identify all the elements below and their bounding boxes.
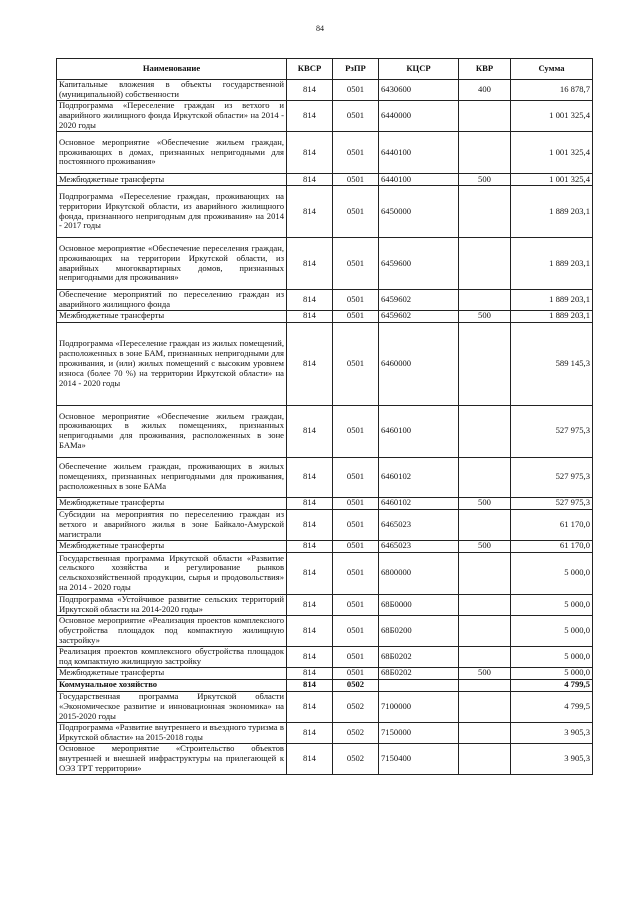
table-row (57, 80, 593, 101)
cell-kvsr: 814 (287, 322, 333, 405)
cell-kvsr: 814 (287, 186, 333, 238)
cell-kvr (459, 691, 511, 722)
table-row (57, 174, 593, 186)
cell-sum: 589 145,3 (511, 322, 593, 405)
table-row (57, 743, 593, 774)
cell-kvsr: 814 (287, 691, 333, 722)
cell-kcsr: 68Б0000 (379, 594, 459, 615)
header-kcsr: КЦСР (379, 59, 459, 80)
cell-kvsr: 814 (287, 646, 333, 667)
table-row (57, 310, 593, 322)
cell-kcsr: 68Б0202 (379, 646, 459, 667)
header-kvr: КВР (459, 59, 511, 80)
cell-kvr (459, 679, 511, 691)
cell-kcsr: 6460100 (379, 405, 459, 457)
cell-kcsr: 6459602 (379, 290, 459, 311)
table-row (57, 679, 593, 691)
cell-kvr: 500 (459, 174, 511, 186)
cell-kcsr: 6450000 (379, 186, 459, 238)
table-row (57, 457, 593, 497)
table-row (57, 101, 593, 132)
table-row (57, 497, 593, 509)
cell-kcsr: 6465023 (379, 509, 459, 540)
cell-rzpr: 0501 (333, 174, 379, 186)
table-row (57, 132, 593, 174)
cell-rzpr: 0501 (333, 615, 379, 646)
cell-rzpr: 0501 (333, 509, 379, 540)
cell-kvr (459, 405, 511, 457)
cell-rzpr: 0501 (333, 322, 379, 405)
cell-kvr: 500 (459, 540, 511, 552)
cell-sum: 1 889 203,1 (511, 290, 593, 311)
cell-sum: 16 878,7 (511, 80, 593, 101)
cell-name: Подпрограмма «Переселение граждан, проживающих на территории Иркутской области, из аварийного жилищного фонда, признанного непригодным для проживания» на 2014 - 2017 годы (57, 186, 287, 238)
table-row (57, 290, 593, 311)
cell-kvsr: 814 (287, 540, 333, 552)
cell-sum: 5 000,0 (511, 667, 593, 679)
cell-kvsr: 814 (287, 310, 333, 322)
cell-rzpr: 0501 (333, 186, 379, 238)
cell-sum: 61 170,0 (511, 540, 593, 552)
cell-rzpr: 0501 (333, 667, 379, 679)
header-name: Наименование (57, 59, 287, 80)
cell-rzpr: 0501 (333, 238, 379, 290)
cell-kvsr: 814 (287, 679, 333, 691)
budget-table (56, 58, 593, 775)
cell-kvr (459, 290, 511, 311)
cell-name: Межбюджетные трансферты (57, 540, 287, 552)
table-row (57, 615, 593, 646)
cell-sum: 4 799,5 (511, 679, 593, 691)
cell-rzpr: 0501 (333, 552, 379, 594)
cell-name: Основное мероприятие «Обеспечение переселения граждан, проживающих на территории Иркутской области, из аварийных многоквартирных домов, признанных непригодными для проживания» (57, 238, 287, 290)
cell-name: Основное мероприятие «Реализация проектов комплексного обустройства площадок под компактную жилищную застройку» (57, 615, 287, 646)
cell-kvr: 500 (459, 497, 511, 509)
cell-kcsr: 6460102 (379, 457, 459, 497)
cell-kcsr: 6800000 (379, 552, 459, 594)
table-row (57, 646, 593, 667)
cell-rzpr: 0501 (333, 132, 379, 174)
table-row (57, 722, 593, 743)
cell-rzpr: 0501 (333, 457, 379, 497)
cell-rzpr: 0501 (333, 101, 379, 132)
table-row (57, 594, 593, 615)
cell-kcsr: 6440100 (379, 132, 459, 174)
cell-kvsr: 814 (287, 238, 333, 290)
cell-rzpr: 0502 (333, 691, 379, 722)
cell-kvr (459, 552, 511, 594)
table-row (57, 540, 593, 552)
cell-kcsr: 7100000 (379, 691, 459, 722)
cell-kvr (459, 743, 511, 774)
cell-kcsr: 6430600 (379, 80, 459, 101)
cell-kcsr: 7150000 (379, 722, 459, 743)
cell-kvr (459, 186, 511, 238)
cell-rzpr: 0501 (333, 540, 379, 552)
cell-kvsr: 814 (287, 80, 333, 101)
cell-kvr (459, 132, 511, 174)
page-number: 84 (316, 24, 324, 33)
cell-sum: 1 001 325,4 (511, 132, 593, 174)
cell-kcsr: 6460000 (379, 322, 459, 405)
table-row (57, 405, 593, 457)
cell-rzpr: 0501 (333, 310, 379, 322)
cell-sum: 527 975,3 (511, 405, 593, 457)
cell-kvsr: 814 (287, 743, 333, 774)
table-row (57, 238, 593, 290)
cell-name: Капитальные вложения в объекты государственной (муниципальной) собственности (57, 80, 287, 101)
cell-kcsr: 6440100 (379, 174, 459, 186)
table-header-row (57, 59, 593, 80)
cell-sum: 5 000,0 (511, 646, 593, 667)
cell-kvr (459, 509, 511, 540)
cell-kvsr: 814 (287, 722, 333, 743)
cell-sum: 5 000,0 (511, 615, 593, 646)
cell-kvsr: 814 (287, 290, 333, 311)
cell-kvsr: 814 (287, 594, 333, 615)
table-row (57, 691, 593, 722)
cell-rzpr: 0502 (333, 743, 379, 774)
table-body (57, 80, 593, 775)
header-rzpr: РзПР (333, 59, 379, 80)
cell-sum: 1 889 203,1 (511, 238, 593, 290)
cell-sum: 527 975,3 (511, 457, 593, 497)
cell-rzpr: 0501 (333, 646, 379, 667)
cell-kvsr: 814 (287, 457, 333, 497)
cell-rzpr: 0501 (333, 290, 379, 311)
cell-kvsr: 814 (287, 552, 333, 594)
header-kvsr: КВСР (287, 59, 333, 80)
cell-sum: 1 001 325,4 (511, 101, 593, 132)
cell-sum: 5 000,0 (511, 594, 593, 615)
cell-kvr: 500 (459, 667, 511, 679)
cell-name: Реализация проектов комплексного обустройства площадок под компактную жилищную застройку (57, 646, 287, 667)
cell-kvr (459, 646, 511, 667)
cell-kcsr: 6460102 (379, 497, 459, 509)
cell-kcsr: 6459602 (379, 310, 459, 322)
cell-kcsr: 7150400 (379, 743, 459, 774)
cell-kvsr: 814 (287, 667, 333, 679)
cell-name: Основное мероприятие «Обеспечение жильем граждан, проживающих в домах, признанных непригодными для постоянного проживания» (57, 132, 287, 174)
cell-kvr (459, 238, 511, 290)
cell-kvr (459, 615, 511, 646)
cell-name: Государственная программа Иркутской области «Экономическое развитие и инновационная экономика» на 2015-2020 годы (57, 691, 287, 722)
cell-name: Субсидии на мероприятия по переселению граждан из ветхого и аварийного жилья в зоне Байкало-Амурской магистрали (57, 509, 287, 540)
cell-kvr: 500 (459, 310, 511, 322)
cell-name: Государственная программа Иркутской области «Развитие сельского хозяйства и регулирование рынков сельскохозяйственной продукции, сырья и продовольствия» на 2014 - 2020 годы (57, 552, 287, 594)
table-row (57, 667, 593, 679)
cell-kvr: 400 (459, 80, 511, 101)
table-row (57, 322, 593, 405)
cell-kcsr: 68Б0200 (379, 615, 459, 646)
cell-name: Обеспечение мероприятий по переселению граждан из аварийного жилищного фонда (57, 290, 287, 311)
cell-rzpr: 0502 (333, 679, 379, 691)
cell-kcsr: 6459600 (379, 238, 459, 290)
cell-name: Межбюджетные трансферты (57, 497, 287, 509)
cell-kvr (459, 594, 511, 615)
cell-name: Межбюджетные трансферты (57, 174, 287, 186)
cell-name: Основное мероприятие «Строительство объектов внутренней и внешней инфраструктуры на прилегающей к ОЭЗ ТРТ территории» (57, 743, 287, 774)
cell-name: Межбюджетные трансферты (57, 667, 287, 679)
cell-name: Коммунальное хозяйство (57, 679, 287, 691)
cell-kvr (459, 722, 511, 743)
cell-kvr (459, 101, 511, 132)
cell-kvsr: 814 (287, 405, 333, 457)
cell-sum: 1 889 203,1 (511, 186, 593, 238)
cell-rzpr: 0502 (333, 722, 379, 743)
cell-name: Подпрограмма «Устойчивое развитие сельских территорий Иркутской области на 2014-2020 годы» (57, 594, 287, 615)
cell-kvr (459, 457, 511, 497)
cell-kvsr: 814 (287, 497, 333, 509)
cell-sum: 61 170,0 (511, 509, 593, 540)
cell-name: Межбюджетные трансферты (57, 310, 287, 322)
table-row (57, 186, 593, 238)
cell-kcsr: 6440000 (379, 101, 459, 132)
cell-kvsr: 814 (287, 174, 333, 186)
cell-name: Обеспечение жильем граждан, проживающих в жилых помещениях, признанных непригодными для проживания, расположенных в зоне БАМа (57, 457, 287, 497)
cell-name: Подпрограмма «Переселение граждан из ветхого и аварийного жилищного фонда Иркутской области» на 2014 - 2020 годы (57, 101, 287, 132)
cell-sum: 3 905,3 (511, 722, 593, 743)
cell-kcsr: 68Б0202 (379, 667, 459, 679)
cell-kvr (459, 322, 511, 405)
cell-rzpr: 0501 (333, 80, 379, 101)
cell-name: Основное мероприятие «Обеспечение жильем граждан, проживающих в жилых помещениях, признанных непригодными для проживания, расположенных в зоне БАМа» (57, 405, 287, 457)
cell-name: Подпрограмма «Развитие внутреннего и въездного туризма в Иркутской области» на 2015-2018 годы (57, 722, 287, 743)
cell-sum: 5 000,0 (511, 552, 593, 594)
header-sum: Сумма (511, 59, 593, 80)
cell-rzpr: 0501 (333, 594, 379, 615)
cell-kcsr (379, 679, 459, 691)
cell-sum: 1 889 203,1 (511, 310, 593, 322)
cell-kvsr: 814 (287, 509, 333, 540)
cell-kvsr: 814 (287, 101, 333, 132)
cell-rzpr: 0501 (333, 405, 379, 457)
table-row (57, 509, 593, 540)
cell-kvsr: 814 (287, 132, 333, 174)
cell-kcsr: 6465023 (379, 540, 459, 552)
cell-sum: 4 799,5 (511, 691, 593, 722)
cell-kvsr: 814 (287, 615, 333, 646)
cell-sum: 1 001 325,4 (511, 174, 593, 186)
cell-sum: 527 975,3 (511, 497, 593, 509)
cell-sum: 3 905,3 (511, 743, 593, 774)
cell-name: Подпрограмма «Переселение граждан из жилых помещений, расположенных в зоне БАМ, признанных непригодными для проживания, и (или) жилых помещений с высоким уровнем износа (более 70 %) на территории Иркутской области» на 2014 - 2020 годы (57, 322, 287, 405)
cell-rzpr: 0501 (333, 497, 379, 509)
table-row (57, 552, 593, 594)
